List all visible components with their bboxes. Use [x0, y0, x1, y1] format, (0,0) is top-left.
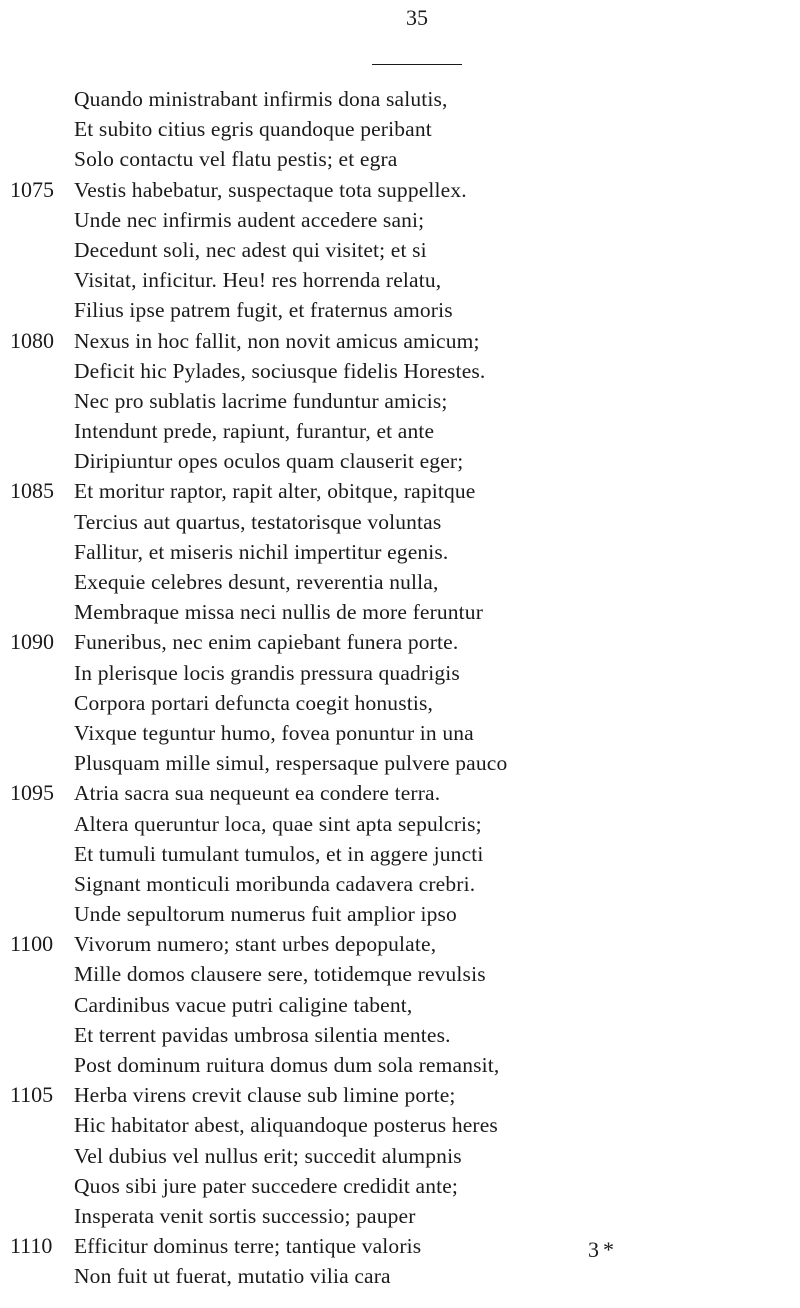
verse-text: Vel dubius vel nullus erit; succedit alumpnis: [74, 1143, 462, 1168]
verse-text: Nec pro sublatis lacrime funduntur amicis;: [74, 388, 448, 413]
verse-line: [0, 990, 800, 1020]
verse-text: Funeribus, nec enim capiebant funera porte.: [74, 630, 459, 655]
verse-line: [0, 929, 800, 959]
verse-line: [0, 507, 800, 537]
verse-text: Vixque teguntur humo, fovea ponuntur in una: [74, 720, 474, 745]
verse-text: Signant monticuli moribunda cadavera crebri.: [74, 871, 476, 896]
verse-line: [0, 416, 800, 446]
verse-text: Solo contactu vel flatu pestis; et egra: [74, 147, 398, 172]
page-number: 35: [406, 5, 428, 30]
verse-line: [0, 809, 800, 839]
verse-text: Herba virens crevit clause sub limine porte;: [74, 1083, 456, 1108]
verse-line: [0, 265, 800, 295]
verse-text: Insperata venit sortis successio; pauper: [74, 1203, 416, 1228]
verse-text: Plusquam mille simul, respersaque pulvere pauco: [74, 751, 508, 776]
verse-text: Visitat, inficitur. Heu! res horrenda relatu,: [74, 268, 442, 293]
verse-text: Et subito citius egris quandoque peribant: [74, 117, 432, 142]
verse-line: [0, 205, 800, 235]
verse-line: [0, 1110, 800, 1140]
verse-line: [0, 1171, 800, 1201]
verse-text: Tercius aut quartus, testatorisque voluntas: [74, 509, 442, 534]
signature-mark: 3*: [588, 1237, 618, 1262]
header-rule: [372, 64, 462, 65]
line-number: 1080: [10, 327, 54, 353]
verse-line: [0, 658, 800, 688]
verse-line: [0, 295, 800, 325]
verse-text: Exequie celebres desunt, reverentia nulla,: [74, 570, 439, 594]
verse-text: Corpora portari defuncta coegit honustis,: [74, 690, 434, 715]
verse-line: [0, 1050, 800, 1080]
verse-line: [0, 356, 800, 386]
verse-text: Et moritur raptor, rapit alter, obitque, rapitque: [74, 479, 476, 504]
verse-text: Altera queruntur loca, quae sint apta sepulcris;: [74, 811, 482, 836]
verse-text: Non fuit ut fuerat, mutatio vilia cara: [74, 1264, 391, 1289]
verse-line: [0, 326, 800, 356]
verse-line: [0, 144, 800, 174]
line-number: 1075: [10, 176, 54, 202]
verse-text: Fallitur, et miseris nichil impertitur egenis.: [74, 539, 449, 564]
verse-line: [0, 1020, 800, 1050]
verse-text: Et terrent pavidas umbrosa silentia mentes.: [74, 1022, 451, 1047]
verse-text: Unde sepultorum numerus fuit amplior ipso: [74, 902, 457, 927]
verse-text: Unde nec infirmis audent accedere sani;: [74, 207, 425, 232]
verse-line: [0, 175, 800, 205]
verse-line: [0, 839, 800, 869]
verse-text: Membraque missa neci nullis de more feruntur: [74, 600, 484, 625]
verse-text: Atria sacra sua nequeunt ea condere terra.: [74, 781, 441, 806]
verse-line: [0, 748, 800, 778]
line-number: 1095: [10, 780, 54, 806]
verse-line: [0, 597, 800, 627]
verse-line: [0, 899, 800, 929]
verse-text: Hic habitator abest, aliquandoque posterus heres: [74, 1113, 498, 1138]
line-number: 1110: [10, 1233, 53, 1259]
verse-line: [0, 1141, 800, 1171]
verse-line: [0, 778, 800, 808]
verse-line: [0, 386, 800, 416]
verse-text: Quos sibi jure pater succedere credidit ante;: [74, 1173, 459, 1198]
verse-text: Nexus in hoc fallit, non novit amicus amicum;: [74, 328, 480, 353]
verse-line: [0, 537, 800, 567]
verse-line: [0, 84, 800, 114]
verse-line: [0, 718, 800, 748]
verse-text: Efficitur dominus terre; tantique valoris: [74, 1234, 422, 1259]
verse-text: Cardinibus vacue putri caligine tabent,: [74, 992, 413, 1017]
verse-text: Post dominum ruitura domus dum sola remansit,: [74, 1053, 500, 1077]
verse-line: [0, 476, 800, 506]
verse-line: [0, 235, 800, 265]
line-number: 1090: [10, 629, 54, 655]
verse-text: Et tumuli tumulant tumulos, et in aggere juncti: [74, 841, 484, 866]
verse-text: Deficit hic Pylades, sociusque fidelis Horestes.: [74, 358, 486, 383]
verse-text: Mille domos clausere sere, totidemque revulsis: [74, 962, 486, 987]
verse-text: In plerisque locis grandis pressura quadrigis: [74, 660, 460, 685]
verse-text: Vivorum numero; stant urbes depopulate,: [74, 932, 437, 957]
verse-text: Intendunt prede, rapiunt, furantur, et ante: [74, 419, 435, 444]
verse-line: [0, 1201, 800, 1231]
poem-text: [0, 84, 800, 1292]
verse-text: Decedunt soli, nec adest qui visitet; et si: [74, 237, 427, 262]
verse-text: Quando ministrabant infirmis dona salutis,: [74, 87, 448, 111]
verse-line: [0, 1261, 800, 1291]
verse-line: [0, 446, 800, 476]
verse-line: [0, 567, 800, 597]
verse-text: Filius ipse patrem fugit, et fraternus amoris: [74, 298, 453, 323]
verse-line: [0, 1080, 800, 1110]
verse-line: [0, 959, 800, 989]
verse-line: [0, 114, 800, 144]
line-number: 1105: [10, 1082, 54, 1108]
verse-line: [0, 627, 800, 657]
verse-text: Diripiuntur opes oculos quam clauserit eger;: [74, 449, 464, 474]
verse-line: [0, 688, 800, 718]
verse-line: [0, 869, 800, 899]
verse-text: Vestis habebatur, suspectaque tota suppellex.: [74, 177, 467, 202]
line-number: 1100: [10, 931, 54, 957]
line-number: 1085: [10, 478, 54, 504]
verse-line: [0, 1231, 800, 1261]
